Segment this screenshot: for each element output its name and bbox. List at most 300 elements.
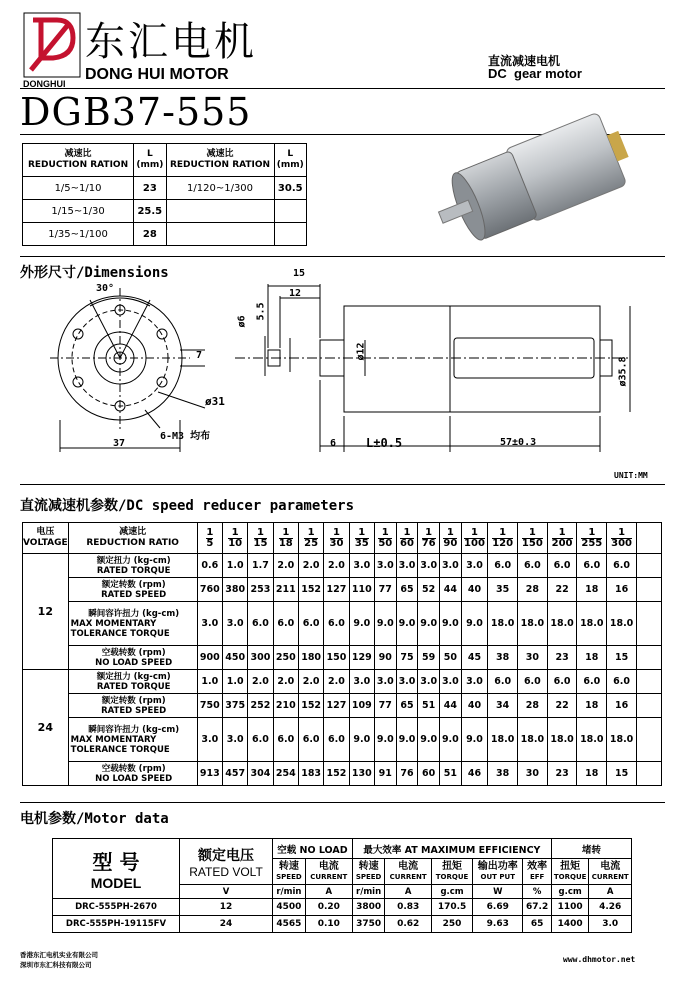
table-cell: 9.0 (440, 718, 462, 762)
table-cell: 129 (349, 646, 374, 670)
ratio-den: 76 (421, 537, 436, 549)
ratio-num: 1 (422, 528, 436, 539)
table-cell: 6.0 (607, 670, 637, 694)
table-cell: 75 (396, 646, 418, 670)
table-cell: 1400 (551, 916, 589, 933)
table-cell: 6.0 (248, 602, 273, 646)
table-cell: 23 (547, 646, 577, 670)
table-cell: 127 (324, 694, 349, 718)
table-cell: 254 (273, 762, 298, 786)
ratio-den: 15 (253, 537, 268, 549)
table-cell: 6.0 (324, 718, 349, 762)
dim-angle: 30° (96, 283, 115, 294)
table-cell: 18.0 (607, 602, 637, 646)
model-cell: DRC-555PH-2670 (53, 899, 180, 916)
row-label-en: RATED SPEED (101, 589, 167, 600)
ratio-num: 1 (443, 528, 457, 539)
ratio-num: 1 (464, 528, 485, 539)
dim-shaft: ø6 (236, 315, 248, 328)
divider (20, 802, 665, 803)
unit-cell: g.cm (432, 885, 473, 899)
model-cell: DRC-555PH-19115FV (53, 916, 180, 933)
sub-header-en: OUT PUT (480, 872, 515, 881)
table-cell (166, 200, 274, 223)
table-cell: 183 (298, 762, 323, 786)
unit-cell: A (385, 885, 432, 899)
table-cell: 90 (374, 646, 396, 670)
table-cell: 9.0 (418, 718, 440, 762)
empty-cell (637, 646, 662, 670)
table-row (23, 762, 662, 786)
table-cell: 9.0 (374, 602, 396, 646)
ratio-num: 1 (400, 528, 414, 539)
table-cell: 1.0 (222, 670, 247, 694)
table-cell: 6.0 (488, 554, 518, 578)
empty-cell (637, 694, 662, 718)
col-l: L (146, 149, 153, 159)
table-cell: 9.0 (374, 718, 396, 762)
table-cell: 28 (134, 223, 166, 246)
empty-cell (637, 718, 662, 762)
row-label-cn: 瞬间容许扭力 (kg-cm) (88, 724, 180, 735)
sub-header-en: SPEED (276, 872, 302, 881)
table-cell: 40 (461, 694, 488, 718)
table-cell: 18 (577, 762, 607, 786)
divider (20, 256, 665, 257)
table-cell: 2.0 (324, 670, 349, 694)
empty-cell (637, 762, 662, 786)
unit-cell: r/min (352, 885, 385, 899)
row-label-en: NO LOAD SPEED (95, 657, 173, 668)
table-cell: 28 (518, 694, 548, 718)
table-cell: 6.0 (577, 670, 607, 694)
dim-len57: 57±0.3 (500, 437, 537, 448)
row-label (68, 670, 197, 694)
table-cell: 6.0 (324, 602, 349, 646)
table-cell: 211 (273, 578, 298, 602)
ratio-num: 1 (611, 528, 632, 539)
row-label (68, 578, 197, 602)
sub-header-cn: 扭矩 (442, 860, 463, 872)
ratio-num: 1 (330, 528, 344, 539)
params-title: 直流减速机参数/DC speed reducer parameters (20, 498, 355, 514)
reduction-table (22, 143, 307, 246)
table-cell: 16 (607, 694, 637, 718)
sub-header (385, 859, 432, 885)
motor-photo (425, 92, 665, 257)
table-cell: 44 (440, 578, 462, 602)
table-cell: 3.0 (222, 602, 247, 646)
ratio-num: 1 (228, 528, 242, 539)
ratio-num: 1 (552, 528, 573, 539)
motor-table (52, 838, 632, 933)
table-cell: 3.0 (461, 554, 488, 578)
h-ratio-en: REDUCTION RATIO (86, 538, 179, 548)
table-cell: 65 (396, 694, 418, 718)
ratio-den: 255 (581, 537, 603, 549)
table-cell: 2.0 (248, 670, 273, 694)
row-label-en: TOLERANCE TORQUE (70, 744, 170, 755)
table-cell: 6.0 (298, 602, 323, 646)
table-cell: 9.0 (349, 718, 374, 762)
ratio-num: 1 (581, 528, 602, 539)
table-cell: 4500 (273, 899, 306, 916)
table-cell: 44 (440, 694, 462, 718)
table-cell: 3.0 (197, 718, 222, 762)
sub-header (551, 859, 589, 885)
unit-cell: % (523, 885, 552, 899)
row-label-en: RATED TORQUE (96, 565, 171, 576)
table-cell: 3.0 (197, 602, 222, 646)
table-cell: 34 (488, 694, 518, 718)
table-cell: 300 (248, 646, 273, 670)
table-cell: 1.7 (248, 554, 273, 578)
table-cell: 913 (197, 762, 222, 786)
table-cell: 67.2 (523, 899, 552, 916)
logo-letters: DONGHUI (23, 79, 66, 89)
table-cell: 9.0 (396, 718, 418, 762)
table-cell: 6.0 (607, 554, 637, 578)
table-cell: 380 (222, 578, 247, 602)
row-label (68, 554, 197, 578)
table-cell: 59 (418, 646, 440, 670)
unit-cell: r/min (273, 885, 306, 899)
dim-flat: 5.5 (255, 302, 267, 321)
ratio-num: 1 (206, 526, 214, 538)
table-row (23, 718, 662, 762)
table-cell: 38 (488, 646, 518, 670)
sub-header-cn: 转速 (278, 860, 299, 872)
sub-header (273, 859, 306, 885)
table-cell: 152 (324, 762, 349, 786)
table-cell: 15 (607, 646, 637, 670)
table-cell: 9.0 (440, 602, 462, 646)
table-cell: 150 (324, 646, 349, 670)
dim-pitch: ø31 (205, 395, 225, 408)
ratio-den: 60 (400, 537, 414, 549)
table-cell: 22 (547, 694, 577, 718)
dim-key: 7 (196, 350, 203, 361)
table-cell: 3.0 (374, 670, 396, 694)
table-cell: 250 (432, 916, 473, 933)
row-label-en: MAX MOMENTARY (70, 734, 157, 745)
sub-header-en: EFF (529, 872, 545, 881)
table-cell: 3.0 (418, 554, 440, 578)
table-cell: 0.83 (385, 899, 432, 916)
sub-header (432, 859, 473, 885)
ratio-num: 1 (522, 528, 543, 539)
sub-header-cn: 输出功率 (477, 860, 518, 872)
table-row (23, 694, 662, 718)
table-cell: 0.62 (385, 916, 432, 933)
table-cell: 18 (577, 646, 607, 670)
ratio-den: 30 (329, 537, 344, 549)
table-cell: 6.0 (273, 718, 298, 762)
sub-header-en: CURRENT (310, 872, 348, 881)
table-row (23, 646, 662, 670)
table-cell: 250 (273, 646, 298, 670)
table-cell: 16 (607, 578, 637, 602)
table-cell: 22 (547, 578, 577, 602)
col-ratio-cn: 减速比 (64, 149, 92, 159)
table-cell: 18.0 (607, 718, 637, 762)
ratio-num: 1 (492, 528, 513, 539)
sub-header-cn: 电流 (318, 860, 339, 872)
empty-cell (637, 554, 662, 578)
table-cell: 6.0 (547, 554, 577, 578)
table-cell: 304 (248, 762, 273, 786)
table-cell: 253 (248, 578, 273, 602)
table-cell: 170.5 (432, 899, 473, 916)
table-cell: 3.0 (349, 670, 374, 694)
sub-header-en: TORQUE (553, 872, 587, 881)
table-cell: 1100 (551, 899, 589, 916)
sub-header-en: SPEED (355, 872, 382, 881)
brand-name-cn: 东汇电机 (85, 19, 257, 65)
dim-motor: ø35.8 (617, 356, 629, 387)
table-cell: 6.0 (547, 670, 577, 694)
table-cell: 2.0 (298, 670, 323, 694)
product-name-en: DC gear motor (488, 66, 582, 81)
table-cell: 6.0 (248, 718, 273, 762)
sub-header (352, 859, 385, 885)
row-label (68, 646, 197, 670)
table-cell: 6.0 (577, 554, 607, 578)
empty-cell (637, 670, 662, 694)
row-label (68, 694, 197, 718)
table-cell: 40 (461, 578, 488, 602)
table-cell: 210 (273, 694, 298, 718)
ratio-den: 100 (464, 537, 485, 549)
volt-cn: 额定电压 (198, 847, 254, 864)
table-cell: 18.0 (518, 718, 548, 762)
ratio-den: 5 (206, 537, 214, 549)
table-cell: 60 (418, 762, 440, 786)
table-cell: 6.0 (298, 718, 323, 762)
table-cell: 127 (324, 578, 349, 602)
model-title: DGB37-555 (20, 90, 252, 134)
col-l-unit: (mm) (276, 160, 304, 170)
table-row (53, 916, 632, 933)
dim-boss: ø12 (355, 342, 367, 361)
brand-logo (23, 12, 81, 90)
stall-header: 堵转 (551, 839, 631, 859)
table-cell: 6.0 (488, 670, 518, 694)
table-cell: 65 (523, 916, 552, 933)
table-cell: 18.0 (547, 718, 577, 762)
ratio-den: 120 (492, 537, 514, 549)
table-cell: 1/35~1/100 (23, 223, 134, 246)
sub-header-en: TORQUE (435, 872, 469, 881)
table-cell: 3800 (352, 899, 385, 916)
ratio-num: 1 (355, 528, 369, 539)
col-ratio-en: REDUCTION RATION (27, 160, 129, 170)
row-label-en: RATED SPEED (101, 705, 167, 716)
table-cell: 51 (418, 694, 440, 718)
table-cell: 51 (440, 762, 462, 786)
ratio-num: 1 (254, 528, 268, 539)
table-row (23, 670, 662, 694)
table-cell: 3.0 (374, 554, 396, 578)
empty-cell (637, 602, 662, 646)
col-ratio-cn: 减速比 (206, 149, 234, 159)
table-cell: 2.0 (273, 670, 298, 694)
table-cell: 23 (547, 762, 577, 786)
table-row (23, 200, 307, 223)
h-volt-en: VOLTAGE (23, 538, 68, 548)
unit-cell: W (473, 885, 523, 899)
dimensions-title: 外形尺寸/Dimensions (20, 265, 169, 281)
table-row (23, 177, 307, 200)
row-label-en: MAX MOMENTARY (70, 618, 157, 629)
table-cell (166, 223, 274, 246)
row-label (68, 762, 197, 786)
params-table (22, 522, 662, 786)
table-cell: 450 (222, 646, 247, 670)
table-cell: 18.0 (577, 602, 607, 646)
table-cell: 52 (418, 578, 440, 602)
table-cell: 30 (518, 762, 548, 786)
dim-len-l: L±0.5 (366, 436, 403, 450)
footer-website: www.dhmotor.net (563, 955, 636, 964)
unit-cell: A (589, 885, 632, 899)
row-label (68, 602, 197, 646)
table-cell: 35 (488, 578, 518, 602)
table-cell: 45 (461, 646, 488, 670)
empty-cell (637, 578, 662, 602)
table-row (23, 578, 662, 602)
table-cell: 18.0 (488, 602, 518, 646)
dimension-drawing (20, 280, 665, 460)
maxeff-header: 最大效率 AT MAXIMUM EFFICIENCY (352, 839, 551, 859)
table-cell: 9.63 (473, 916, 523, 933)
table-cell: 109 (349, 694, 374, 718)
table-cell: 9.0 (418, 602, 440, 646)
sub-header (473, 859, 523, 885)
footer-company-1: 香港东汇电机实业有限公司 (20, 951, 98, 959)
table-row (23, 602, 662, 646)
table-cell: 18.0 (488, 718, 518, 762)
row-label-cn: 额定转数 (rpm) (101, 579, 166, 590)
table-cell: 0.10 (305, 916, 352, 933)
table-cell: 1/120~1/300 (166, 177, 274, 200)
table-cell: 252 (248, 694, 273, 718)
table-cell: 77 (374, 578, 396, 602)
ratio-den: 200 (551, 537, 573, 549)
col-l: L (287, 149, 294, 159)
table-cell: 4.26 (589, 899, 632, 916)
table-cell: 375 (222, 694, 247, 718)
table-cell: 457 (222, 762, 247, 786)
table-cell: 130 (349, 762, 374, 786)
table-cell: 30.5 (274, 177, 307, 200)
table-cell: 24 (180, 916, 273, 933)
footer-company-2: 深圳市东汇科技有限公司 (20, 961, 92, 969)
voltage-cell: 12 (23, 554, 69, 670)
table-cell: 9.0 (396, 602, 418, 646)
table-cell: 152 (298, 578, 323, 602)
table-cell: 750 (197, 694, 222, 718)
col-l-unit: (mm) (136, 160, 164, 170)
table-cell: 3.0 (396, 670, 418, 694)
table-cell: 3.0 (349, 554, 374, 578)
table-cell: 9.0 (461, 718, 488, 762)
sub-header-cn: 扭矩 (560, 860, 581, 872)
table-cell: 30 (518, 646, 548, 670)
ratio-den: 50 (378, 537, 393, 549)
table-cell: 28 (518, 578, 548, 602)
table-cell: 3.0 (589, 916, 632, 933)
table-cell: 1.0 (222, 554, 247, 578)
voltage-cell: 24 (23, 670, 69, 786)
unit-cell: V (180, 885, 273, 899)
model-en: MODEL (90, 875, 142, 891)
sub-header-cn: 电流 (600, 860, 621, 872)
table-cell: 6.0 (518, 554, 548, 578)
table-cell: 77 (374, 694, 396, 718)
table-cell: 3750 (352, 916, 385, 933)
table-cell: 4565 (273, 916, 306, 933)
table-cell: 900 (197, 646, 222, 670)
divider (20, 484, 665, 485)
table-cell (274, 223, 307, 246)
row-label-cn: 空载转数 (rpm) (101, 647, 166, 658)
table-row (53, 899, 632, 916)
table-cell: 46 (461, 762, 488, 786)
ratio-num: 1 (304, 528, 318, 539)
table-cell: 18 (577, 578, 607, 602)
sub-header-en: CURRENT (389, 872, 427, 881)
table-cell: 6.0 (273, 602, 298, 646)
motor-title: 电机参数/Motor data (20, 811, 169, 827)
ratio-den: 150 (521, 537, 543, 549)
table-cell: 76 (396, 762, 418, 786)
sub-header-en: CURRENT (591, 872, 629, 881)
sub-header-cn: 电流 (398, 860, 419, 872)
table-cell: 38 (488, 762, 518, 786)
row-label-en: NO LOAD SPEED (95, 773, 173, 784)
table-cell: 0.20 (305, 899, 352, 916)
table-cell (274, 200, 307, 223)
ratio-den: 35 (354, 537, 369, 549)
table-cell: 3.0 (222, 718, 247, 762)
row-label-en: RATED TORQUE (96, 681, 171, 692)
table-row (23, 223, 307, 246)
table-cell: 3.0 (440, 670, 462, 694)
divider (20, 88, 665, 89)
table-cell: 25.5 (134, 200, 166, 223)
col-ratio-en: REDUCTION RATION (169, 160, 271, 170)
table-cell: 1/15~1/30 (23, 200, 134, 223)
table-cell: 65 (396, 578, 418, 602)
table-cell: 1/5~1/10 (23, 177, 134, 200)
ratio-den: 90 (443, 537, 458, 549)
ratio-num: 1 (378, 528, 392, 539)
ratio-den: 10 (228, 537, 243, 549)
table-cell: 152 (298, 694, 323, 718)
table-cell: 3.0 (396, 554, 418, 578)
h-volt-cn: 电压 (36, 527, 55, 537)
table-cell: 180 (298, 646, 323, 670)
sub-header-cn: 效率 (527, 860, 548, 872)
table-cell: 3.0 (461, 670, 488, 694)
row-label-cn: 额定转数 (rpm) (101, 695, 166, 706)
table-cell: 0.6 (197, 554, 222, 578)
dim-len6: 6 (330, 438, 337, 449)
row-label-en: TOLERANCE TORQUE (70, 628, 170, 639)
noload-header: 空载 NO LOAD (273, 839, 353, 859)
table-cell: 9.0 (461, 602, 488, 646)
